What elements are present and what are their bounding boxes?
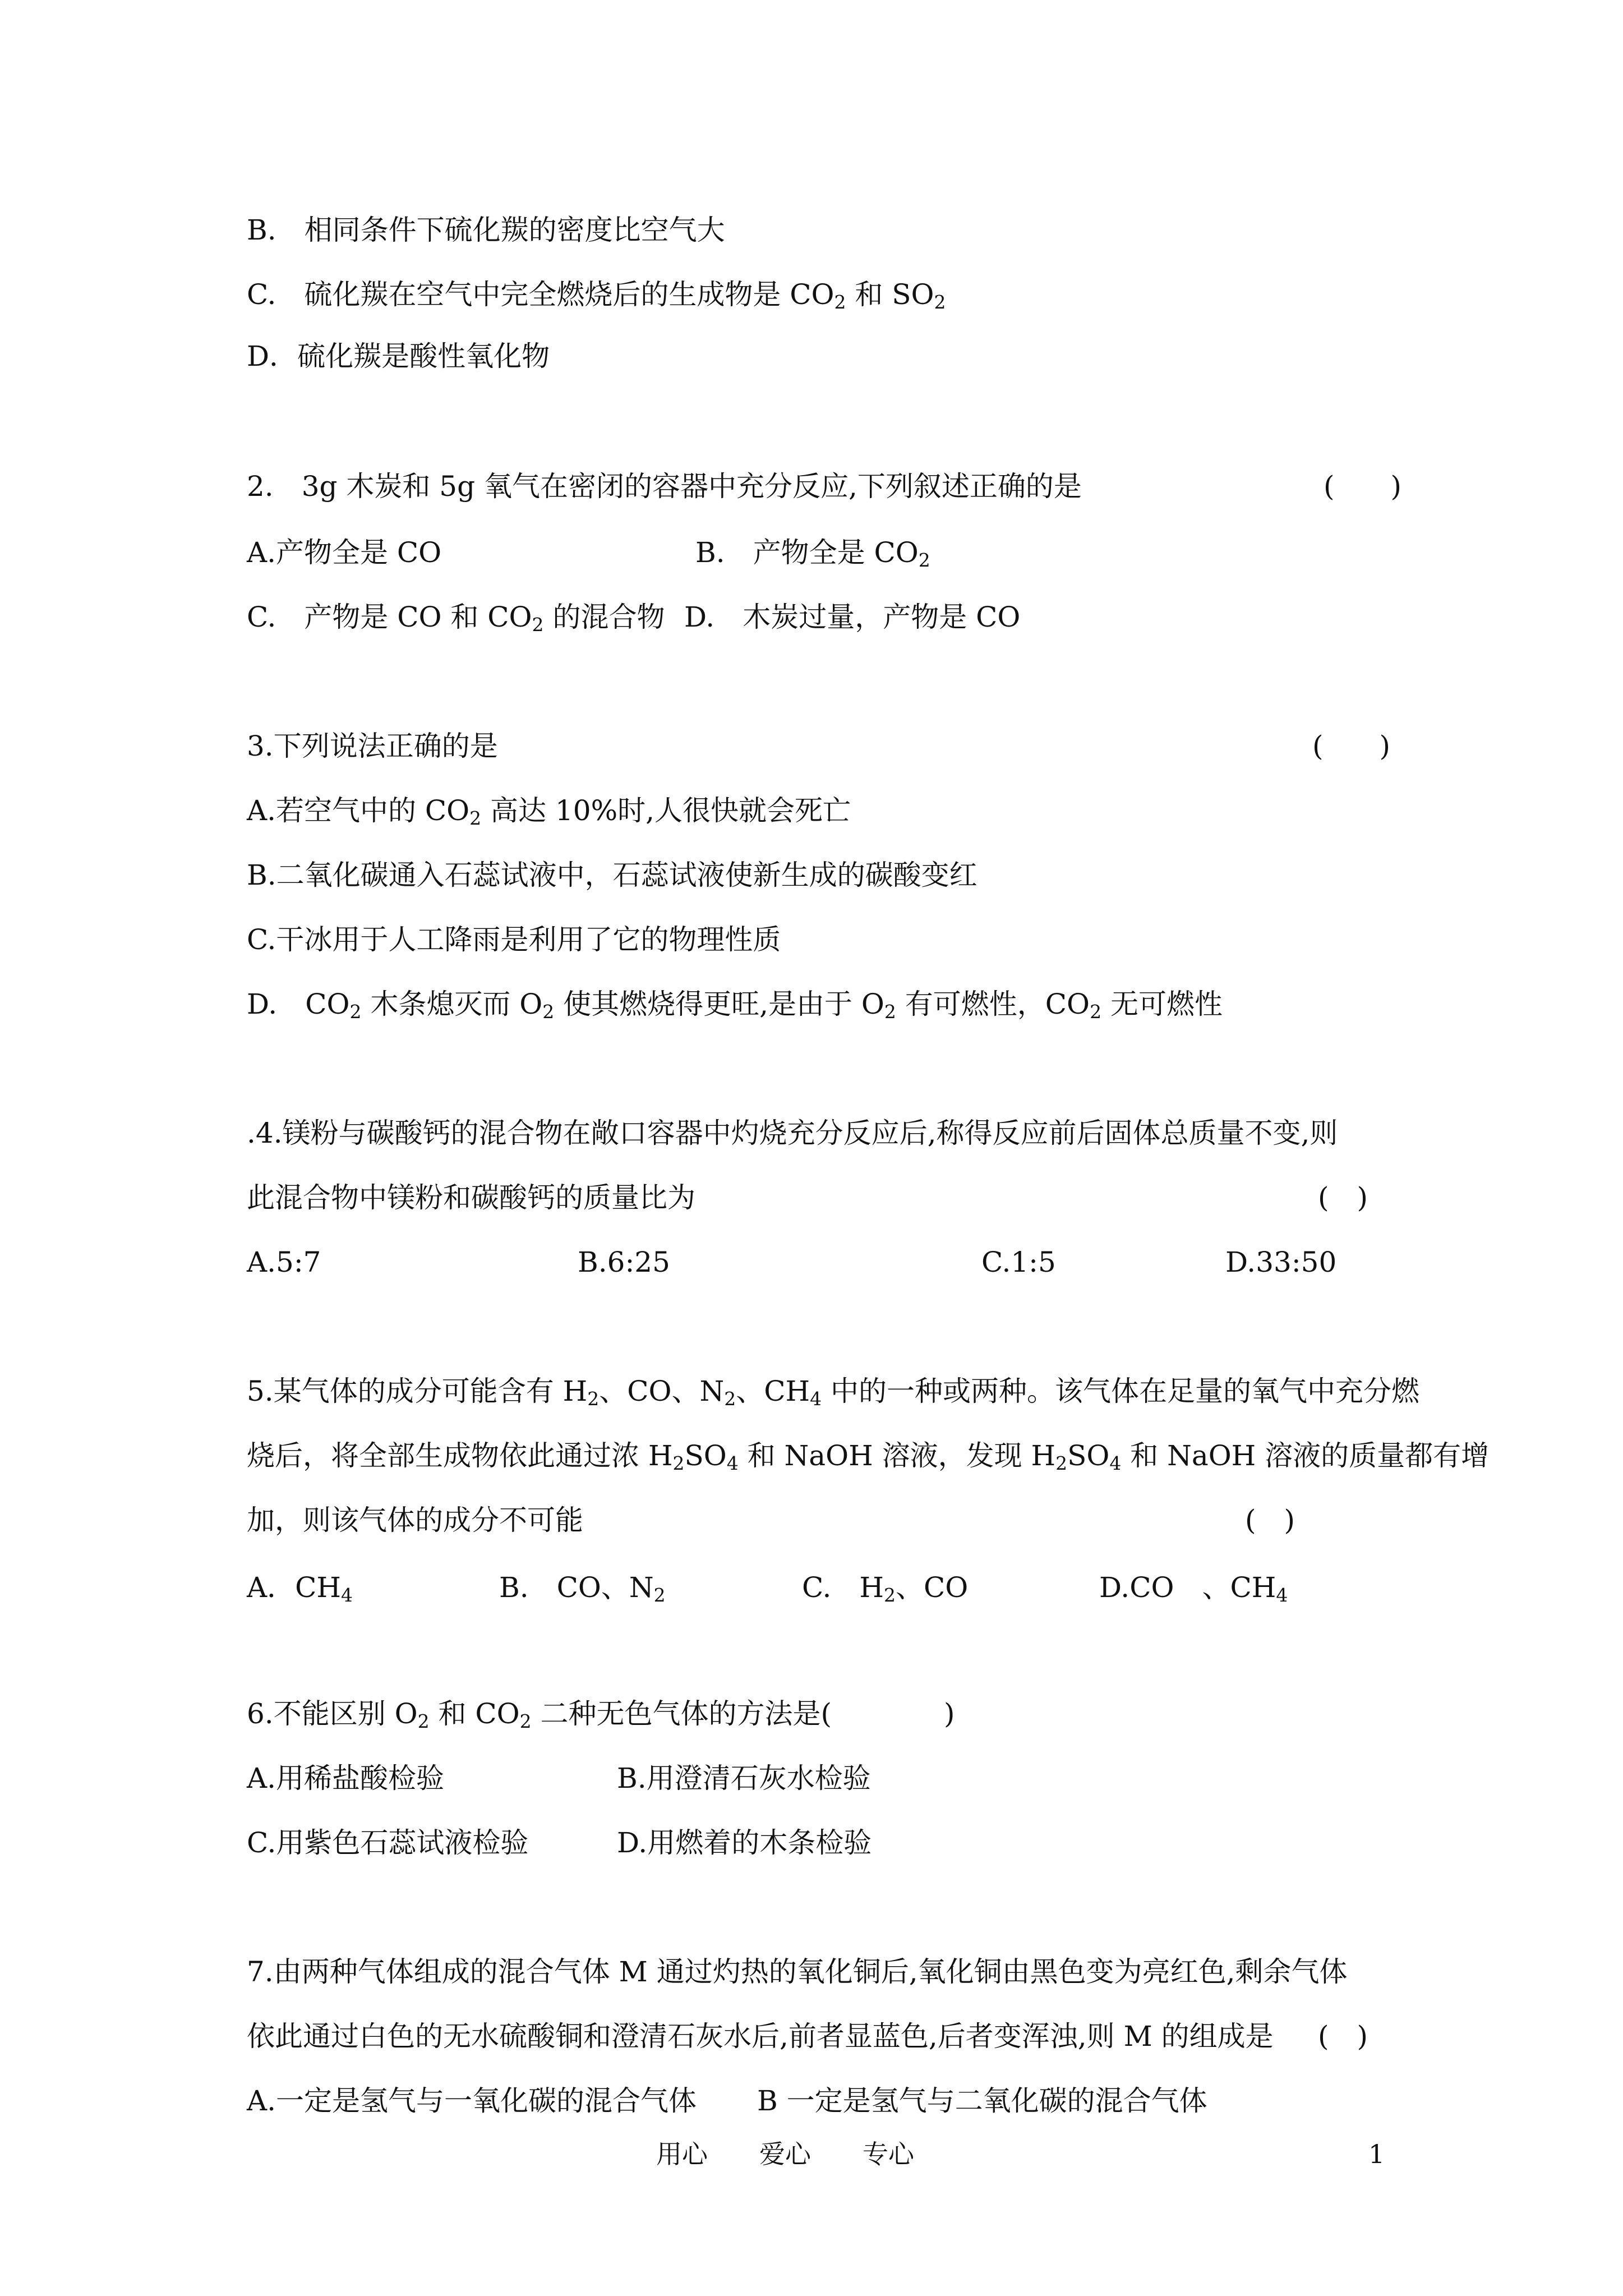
q2-option-b: B. 产物全是 $CO_2$	[695, 536, 930, 571]
q1-option-c: C. 硫化羰在空气中完全燃烧后的生成物是 $CO_2$ 和 $SO_2$	[247, 278, 946, 313]
page-number: 1	[1368, 2139, 1385, 2169]
q4-option-c: C.1:5	[981, 1246, 1056, 1278]
q2-answer-bracket: ( )	[1324, 470, 1402, 503]
q6-option-a: A.用稀盐酸检验	[247, 1762, 445, 1795]
q5-stem-line-1: 5.某气体的成分可能含有 $H_2$、CO、$N_2$、$CH_4$ 中的一种或两种。该气体在足量的氧气中充分燃	[247, 1375, 1419, 1410]
q7-option-b: B 一定是氢气与二氧化碳的混合气体	[757, 2085, 1207, 2117]
q4-option-a: A.5:7	[247, 1246, 321, 1278]
q4-answer-bracket: ( )	[1318, 1181, 1368, 1214]
q7-answer-bracket: ( )	[1318, 2020, 1368, 2053]
q1-option-d: D．硫化羰是酸性氧化物	[247, 340, 550, 372]
q2-option-c: C. 产物是 CO 和 $CO_2$ 的混合物	[247, 601, 665, 636]
q2-stem: 2. 3g 木炭和 5g 氧气在密闭的容器中充分反应,下列叙述正确的是	[247, 470, 1082, 503]
q2-option-d: D. 木炭过量，产物是 CO	[684, 601, 1021, 633]
q1-option-b: B. 相同条件下硫化羰的密度比空气大	[247, 214, 725, 246]
q5-option-a: A．$CH_4$	[247, 1571, 353, 1606]
q7-stem-line-2: 依此通过白色的无水硫酸铜和澄清石灰水后,前者显蓝色,后者变浑浊,则 M 的组成是	[247, 2020, 1274, 2053]
q4-stem-line-2: 此混合物中镁粉和碳酸钙的质量比为	[247, 1181, 695, 1214]
q5-stem-line-2: 烧后，将全部生成物依此通过浓 $H_2SO_4$ 和 NaOH 溶液，发现 $H_2SO_4$ 和 NaOH 溶液的质量都有增	[247, 1439, 1490, 1474]
q3-option-c: C.干冰用于人工降雨是利用了它的物理性质	[247, 923, 781, 956]
q3-stem: 3.下列说法正确的是	[247, 730, 498, 762]
page-footer-motto: 用心 爱心 专心	[656, 2139, 914, 2169]
q4-option-b: B.6:25	[578, 1246, 670, 1278]
q6-stem: 6.不能区别 $O_2$ 和 $CO_2$ 二种无色气体的方法是( )	[247, 1697, 955, 1732]
q5-answer-bracket: ( )	[1245, 1504, 1295, 1536]
q3-option-a: A.若空气中的 $CO_2$ 高达 10%时,人很快就会死亡	[247, 794, 851, 829]
q3-option-d: D. $CO_2$ 木条熄灭而 $O_2$ 使其燃烧得更旺,是由于 $O_2$ 有可燃性，$CO_2$ 无可燃性	[247, 988, 1223, 1023]
q3-answer-bracket: ( )	[1312, 730, 1391, 762]
q2-option-a: A.产物全是 CO	[247, 536, 442, 569]
q6-option-d: D.用燃着的木条检验	[617, 1826, 872, 1859]
q5-stem-line-3: 加，则该气体的成分不可能	[247, 1504, 583, 1536]
q6-option-c: C.用紫色石蕊试液检验	[247, 1826, 529, 1859]
q5-option-b: B. CO、$N_2$	[499, 1571, 666, 1606]
q4-stem-line-1: .4.镁粉与碳酸钙的混合物在敞口容器中灼烧充分反应后,称得反应前后固体总质量不变,则	[247, 1117, 1338, 1149]
q7-stem-line-1: 7.由两种气体组成的混合气体 M 通过灼热的氧化铜后,氧化铜由黑色变为亮红色,剩余气体	[247, 1955, 1348, 1988]
q6-option-b: B.用澄清石灰水检验	[617, 1762, 871, 1795]
q7-option-a: A.一定是氢气与一氧化碳的混合气体	[247, 2085, 697, 2117]
q4-option-d: D.33:50	[1225, 1246, 1337, 1278]
q3-option-b: B.二氧化碳通入石蕊试液中，石蕊试液使新生成的碳酸变红	[247, 859, 978, 891]
q5-option-d: D.CO 、$CH_4$	[1099, 1571, 1288, 1606]
q5-option-c: C. $H_2$、CO	[802, 1571, 969, 1606]
